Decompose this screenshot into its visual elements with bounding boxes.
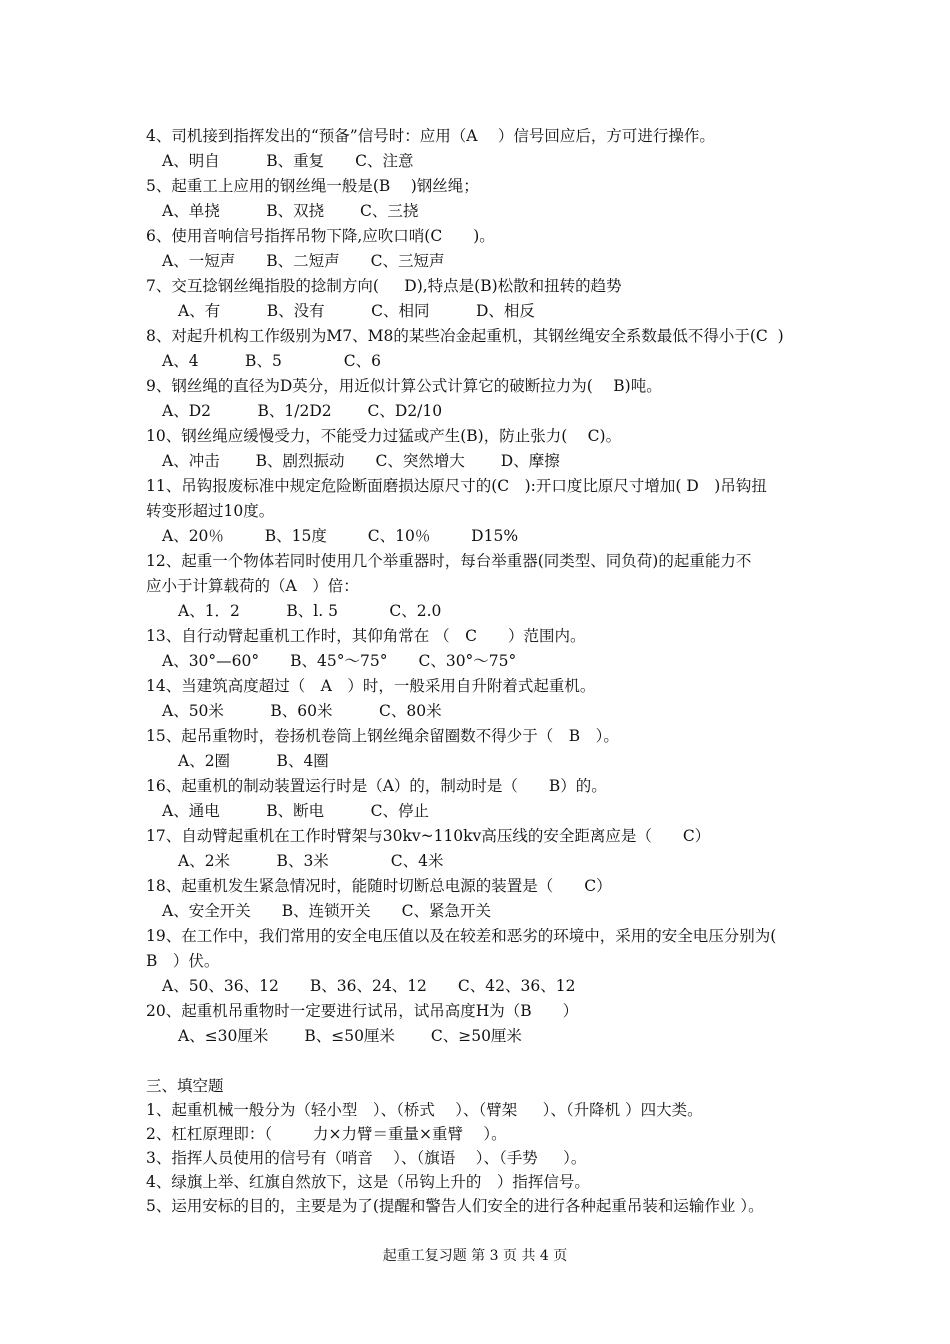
question-8-options: A、4 B、5 C、6 [162, 352, 382, 370]
question-17-options: A、2米 B、3米 C、4米 [178, 852, 444, 870]
question-19-options: A、50、36、12 B、36、24、12 C、42、36、12 [162, 977, 576, 995]
question-9: 9、钢丝绳的直径为D英分，用近似计算公式计算它的破断拉力为( B)吨。 [146, 377, 662, 395]
question-4: 4、司机接到指挥发出的“预备”信号时：应用（A ）信号回应后，方可进行操作。 [146, 127, 715, 145]
question-14-options: A、50米 B、60米 C、80米 [162, 702, 442, 720]
fill-item-4: 4、绿旗上举、红旗自然放下，这是（吊钩上升的 ）指挥信号。 [146, 1173, 590, 1191]
question-5: 5、起重工上应用的钢丝绳一般是(B )钢丝绳； [146, 177, 479, 195]
question-10: 10、钢丝绳应缓慢受力，不能受力过猛或产生(B)，防止张力( C)。 [146, 427, 622, 445]
question-4-options: A、明自 B、重复 C、注意 [162, 152, 414, 170]
page-footer: 起重工复习题 第 3 页 共 4 页 [382, 1248, 568, 1264]
question-20-options: A、≤30厘米 B、≤50厘米 C、≥50厘米 [178, 1027, 522, 1045]
question-6: 6、使用音响信号指挥吊物下降,应吹口哨(C )。 [146, 227, 495, 245]
question-11-continued: 转变形超过10度。 [146, 502, 275, 520]
question-16-options: A、通电 B、断电 C、停止 [162, 802, 429, 820]
fill-item-1: 1、起重机械一般分为（轻小型 ）、（桥式 ）、（臂架 ）、（升降机 ）四大类。 [146, 1101, 703, 1119]
question-10-options: A、冲击 B、剧烈振动 C、突然增大 D、摩擦 [162, 452, 560, 470]
question-13: 13、自行动臂起重机工作时，其仰角常在 （ C ）范围内。 [146, 627, 586, 645]
question-9-options: A、D2 B、1/2D2 C、D2/10 [162, 402, 443, 420]
question-19-continued: B ）伏。 [146, 952, 220, 970]
question-16: 16、起重机的制动装置运行时是（A）的，制动时是（ B）的。 [146, 777, 607, 795]
question-20: 20、起重机吊重物时一定要进行试吊，试吊高度H为（B ） [146, 1002, 579, 1020]
question-12-options: A、1．2 B、l. 5 C、2.0 [178, 602, 442, 620]
question-12-continued: 应小于计算载荷的（A ）倍： [146, 577, 359, 595]
fill-item-2: 2、杠杠原理即：（ 力×力臂＝重量×重臂 ）。 [146, 1125, 507, 1143]
question-13-options: A、30°—60° B、45°～75° C、30°～75° [162, 652, 517, 670]
question-7-options: A、有 B、没有 C、相同 D、相反 [178, 302, 535, 320]
question-14: 14、当建筑高度超过（ A ）时，一般采用自升附着式起重机。 [146, 677, 596, 695]
question-11: 11、吊钩报废标准中规定危险断面磨损达原尺寸的(C ):开口度比原尺寸增加( D )吊钩扭 [146, 477, 767, 495]
question-17: 17、自动臂起重机在工作时臂架与30kv~110kv高压线的安全距离应是（ C） [146, 827, 711, 845]
question-6-options: A、一短声 B、二短声 C、三短声 [162, 252, 445, 270]
question-5-options: A、单挠 B、双挠 C、三挠 [162, 202, 419, 220]
fill-item-3: 3、指挥人员使用的信号有（哨音 ）、（旗语 ）、（手势 ）。 [146, 1149, 587, 1167]
question-7: 7、交互捻钢丝绳指股的捻制方向( D),特点是(B)松散和扭转的趋势 [146, 277, 622, 295]
question-18: 18、起重机发生紧急情况时，能随时切断总电源的装置是（ C） [146, 877, 612, 895]
question-19: 19、在工作中，我们常用的安全电压值以及在较差和恶劣的环境中，采用的安全电压分别为( [146, 927, 777, 945]
question-18-options: A、安全开关 B、连锁开关 C、紧急开关 [162, 902, 491, 920]
fill-item-5: 5、运用安标的目的，主要是为了(提醒和警告人们安全的进行各种起重吊装和运输作业 ）。 [146, 1197, 764, 1215]
section-heading-fill-in: 三、填空题 [146, 1077, 224, 1095]
question-11-options: A、20％ B、15度 C、10％ D15% [162, 527, 519, 545]
question-12: 12、起重一个物体若同时使用几个举重器时，每台举重器(同类型、同负荷)的起重能力不 [146, 552, 752, 570]
question-15-options: A、2圈 B、4圈 [178, 752, 329, 770]
question-15: 15、起吊重物时，卷扬机卷筒上钢丝绳余留圈数不得少于（ B ）。 [146, 727, 619, 745]
question-8: 8、对起升机构工作级别为M7、M8的某些冶金起重机，其钢丝绳安全系数最低不得小于(C ) [146, 327, 784, 345]
